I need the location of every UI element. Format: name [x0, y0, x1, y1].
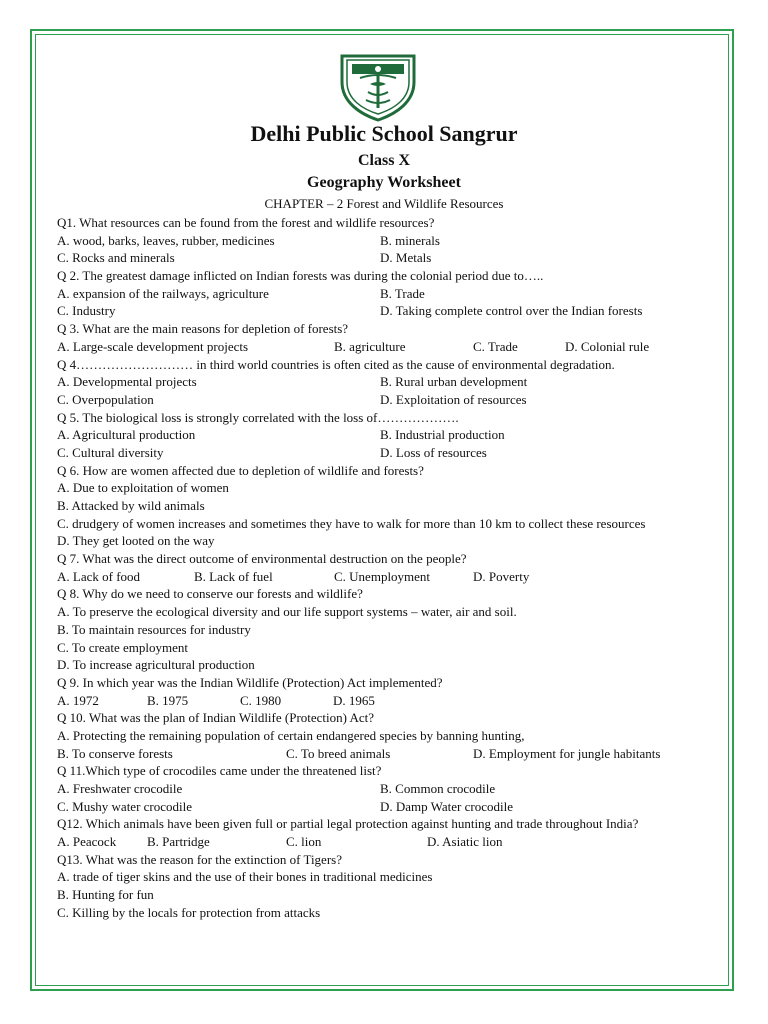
option-row [57, 444, 727, 462]
answer-option: D. They get looted on the way [57, 533, 215, 549]
option-row [57, 886, 727, 904]
option-row [57, 656, 727, 674]
answer-option: C. drudgery of women increases and sometimes they have to walk for more than 10 km to collect these resources [57, 515, 646, 531]
option-row [57, 515, 727, 533]
question-text: Q1. What resources can be found from the forest and wildlife resources? [57, 215, 435, 230]
answer-option: B. Common crocodile [380, 781, 496, 796]
option-row [57, 692, 727, 710]
question-text: Q13. What was the reason for the extinction of Tigers? [57, 851, 342, 867]
answer-option: C. Rocks and minerals [57, 250, 175, 266]
answer-option: D. Damp Water crocodile [380, 798, 513, 814]
option-row [57, 285, 727, 303]
option-row [57, 904, 727, 922]
answer-option: A. Developmental projects [57, 374, 197, 390]
questions-list [57, 214, 727, 922]
option-row [57, 639, 727, 657]
answer-option: D. Taking complete control over the Indian forests [380, 303, 643, 319]
answer-option: A. expansion of the railways, agriculture [57, 285, 269, 301]
question-text: Q 8. Why do we need to conserve our forests and wildlife? [57, 586, 363, 602]
option-row [57, 745, 727, 763]
answer-option: A. wood, barks, leaves, rubber, medicines [57, 232, 275, 248]
answer-option: B. To conserve forests [57, 745, 173, 761]
answer-option: B. agriculture [334, 338, 406, 354]
answer-option: C. Killing by the locals for protection from attacks [57, 904, 321, 920]
chapter-title: CHAPTER – 2 Forest and Wildlife Resources [264, 196, 504, 211]
answer-option: C. To create employment [57, 639, 188, 655]
option-row [57, 232, 727, 250]
answer-option: C. To breed animals [286, 745, 391, 761]
question-text: Q 9. In which year was the Indian Wildlife (Protection) Act implemented? [57, 674, 443, 690]
answer-option: C. Mushy water crocodile [57, 798, 193, 814]
answer-option: D. 1965 [333, 692, 375, 708]
question-text: Q 10. What was the plan of Indian Wildlife (Protection) Act? [57, 710, 375, 726]
answer-option: C. lion [286, 834, 322, 850]
answer-option: D. Metals [380, 250, 432, 266]
class-label: Class X [357, 152, 410, 169]
answer-option: D. To increase agricultural production [57, 657, 255, 673]
option-row [57, 798, 727, 816]
answer-option: B. Lack of fuel [194, 568, 273, 584]
question-text: Q 2. The greatest damage inflicted on Indian forests was during the colonial period due to….. [57, 268, 544, 284]
answer-option: A. Agricultural production [57, 427, 196, 443]
answer-option: A. Lack of food [57, 568, 141, 584]
answer-option: C. Industry [57, 303, 116, 319]
option-row [57, 532, 727, 550]
answer-option: A. Protecting the remaining population of certain endangered species by banning hunting, [57, 727, 525, 743]
answer-option: C. Unemployment [334, 568, 431, 584]
option-row [57, 479, 727, 497]
option-row [57, 373, 727, 391]
answer-option: B. Partridge [147, 834, 210, 850]
answer-option: B. 1975 [147, 692, 189, 708]
answer-option: C. 1980 [240, 692, 282, 708]
answer-option: D. Asiatic lion [427, 834, 503, 850]
answer-option: D. Loss of resources [380, 444, 487, 460]
answer-option: D. Colonial rule [565, 338, 650, 354]
answer-option: C. Cultural diversity [57, 444, 164, 460]
option-row [57, 249, 727, 267]
school-emblem-icon [336, 52, 420, 122]
option-row [57, 391, 727, 409]
question-text: Q12. Which animals have been given full or partial legal protection against hunting and trade throughout India? [57, 816, 639, 832]
question-text: Q 4……………………… in third world countries is often cited as the cause of environmental degradation. [57, 356, 615, 372]
worksheet-title: Geography Worksheet [307, 174, 461, 191]
answer-option: D. Poverty [473, 568, 530, 584]
option-row [57, 426, 727, 444]
answer-option: A. Due to exploitation of women [57, 480, 229, 496]
answer-option: D. Employment for jungle habitants [473, 745, 661, 761]
option-row [57, 338, 727, 356]
school-name: Delhi Public School Sangrur [250, 121, 518, 146]
answer-option: A. trade of tiger skins and the use of their bones in traditional medicines [57, 869, 433, 885]
answer-option: B. Attacked by wild animals [57, 498, 205, 513]
answer-option: A. Freshwater crocodile [57, 781, 183, 796]
option-row [57, 497, 727, 515]
option-row [57, 868, 727, 886]
question-text: Q 5. The biological loss is strongly correlated with the loss of………………. [57, 409, 459, 425]
answer-option: D. Exploitation of resources [380, 391, 527, 407]
option-row [57, 833, 727, 851]
answer-option: A. Peacock [57, 834, 117, 850]
question-text: Q 6. How are women affected due to depletion of wildlife and forests? [57, 462, 424, 478]
option-row [57, 621, 727, 639]
question-text: Q 11.Which type of crocodiles came under the threatened list? [57, 763, 382, 779]
answer-option: A. To preserve the ecological diversity and our life support systems – water, air and soil. [57, 604, 517, 620]
answer-option: B. To maintain resources for industry [57, 621, 251, 637]
answer-option: B. Hunting for fun [57, 887, 154, 903]
option-row [57, 568, 727, 586]
option-row [57, 603, 727, 621]
answer-option: B. Trade [380, 285, 425, 301]
answer-option: C. Trade [473, 338, 518, 354]
answer-option: A. Large-scale development projects [57, 338, 249, 354]
question-text: Q 3. What are the main reasons for depletion of forests? [57, 321, 349, 337]
option-row [57, 780, 727, 798]
answer-option: C. Overpopulation [57, 391, 154, 407]
option-row [57, 727, 727, 745]
question-text: Q 7. What was the direct outcome of environmental destruction on the people? [57, 551, 467, 567]
answer-option: B. Industrial production [380, 427, 505, 443]
option-row [57, 302, 727, 320]
answer-option: B. Rural urban development [380, 374, 528, 390]
answer-option: A. 1972 [57, 692, 99, 708]
answer-option: B. minerals [380, 232, 440, 248]
